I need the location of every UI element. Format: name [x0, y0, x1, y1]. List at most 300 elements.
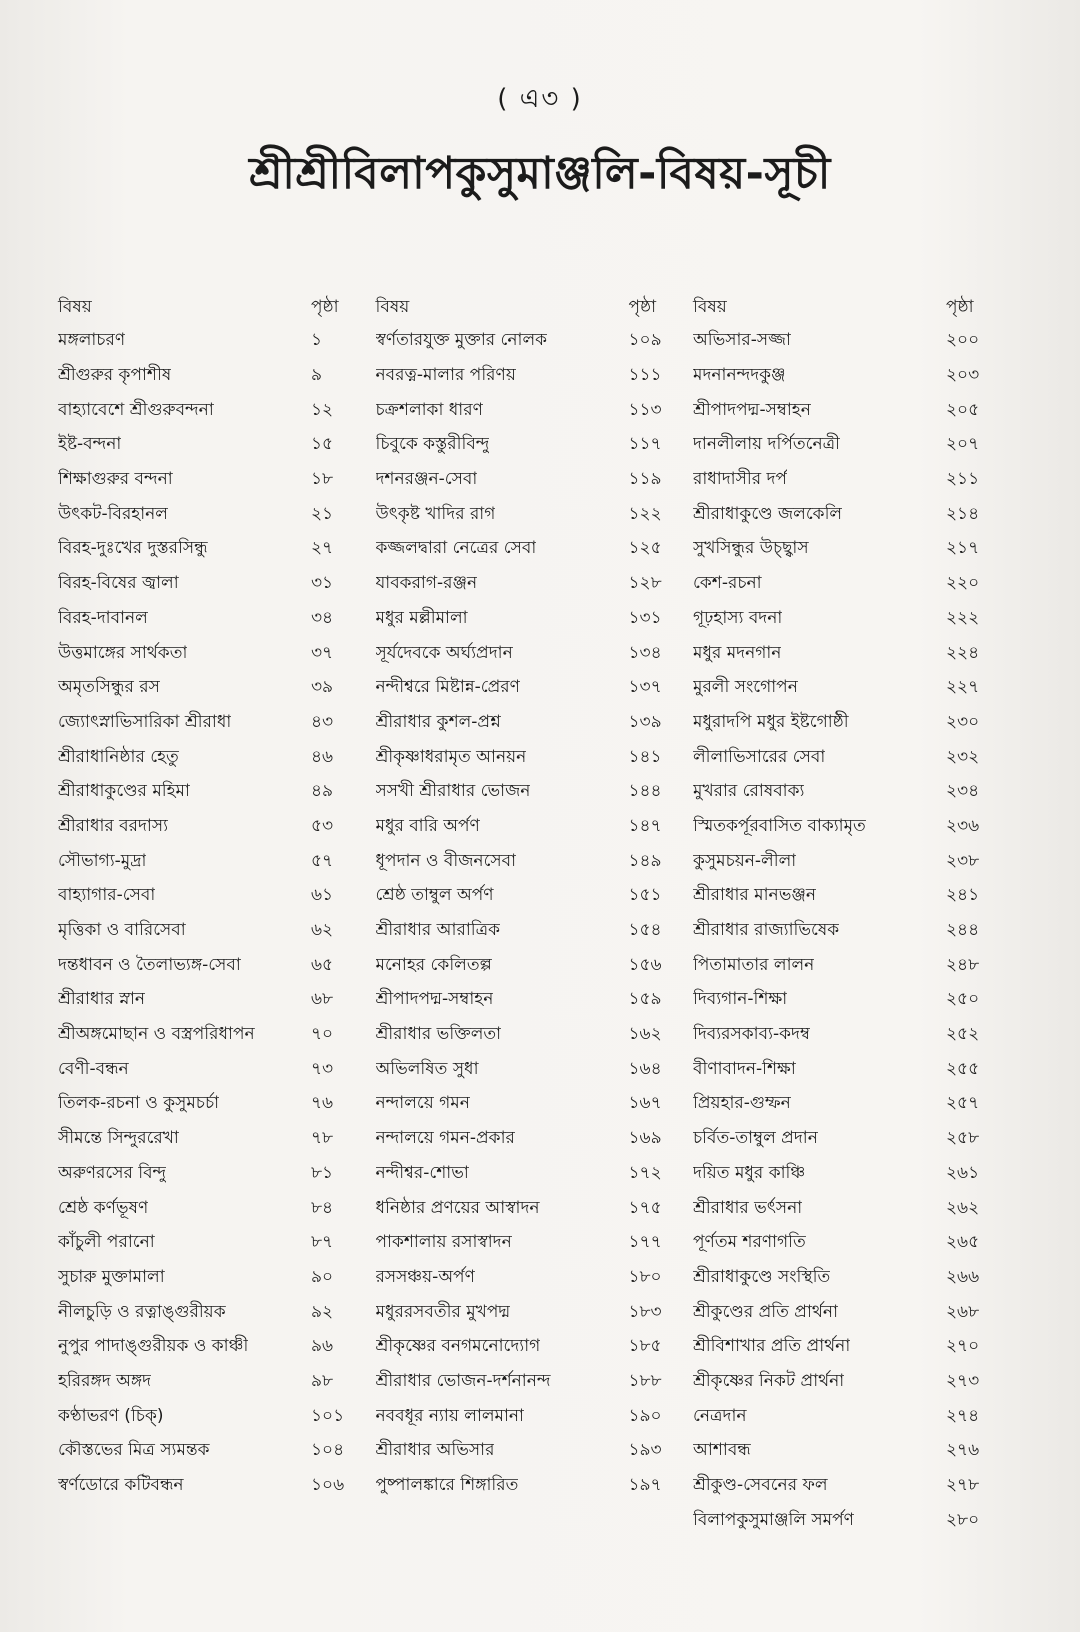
toc-entry [376, 1018, 681, 1053]
toc-entry-title: অভিসার-সজ্জা [693, 330, 791, 351]
toc-entry-title: রসসঞ্চয়-অর্পণ [375, 1266, 475, 1287]
toc-entry [58, 393, 363, 428]
toc-entry-page: ২৫৫ [946, 1058, 980, 1079]
toc-entry-title: কজ্জলদ্বারা নেত্রের সেবা [375, 538, 537, 559]
toc-entry [693, 1052, 998, 1087]
toc-entry-title: দিব্যরসকাব্য-কদম্ব [693, 1024, 810, 1045]
toc-entry [693, 844, 998, 879]
toc-entry-page: ১৬২ [628, 1024, 662, 1045]
toc-entry-title: দশনরঞ্জন-সেবা [375, 469, 478, 490]
toc-entry-page: ১৯৩ [628, 1440, 662, 1461]
toc-entry [693, 775, 998, 810]
toc-entry-page: ১৮৫ [628, 1336, 662, 1357]
toc-entry-title: শ্রীরাধাকুণ্ডের মহিমা [58, 781, 190, 802]
toc-entry-title: মধুররসবতীর মুখপদ্ম [375, 1301, 511, 1322]
toc-entry-title: শ্রীগুরুর কৃপাশীষ [58, 365, 172, 386]
toc-entry-title: গূঢ়হাস্য বদনা [693, 607, 783, 628]
toc-entry-title: উত্তমাঙ্গের সার্থকতা [58, 642, 188, 663]
toc-entry-title: নবরত্ন-মালার পরিণয় [375, 365, 516, 386]
toc-entry [693, 1226, 998, 1261]
toc-entry [376, 775, 681, 810]
toc-entry [58, 1052, 363, 1087]
toc-entry-page: ১০৪ [311, 1440, 345, 1461]
toc-entry [693, 602, 998, 637]
toc-entry-title: শ্রীরাধার ভক্তিলতা [375, 1024, 502, 1045]
toc-entry [376, 1399, 681, 1434]
toc-entry-page: ১৬৭ [628, 1093, 662, 1114]
toc-entry-title: মুরলী সংগোপন [693, 677, 798, 698]
toc-entry-title: বীণাবাদন-শিক্ষা [693, 1058, 796, 1079]
toc-entry-page: ৯৮ [311, 1370, 334, 1391]
toc-entry-page: ১৫৪ [628, 920, 662, 941]
toc-entry-page: ২৮০ [946, 1509, 980, 1530]
toc-entry-page: ৬২ [311, 920, 334, 941]
toc-entry [58, 324, 363, 359]
toc-entry-page: ২৭৪ [946, 1405, 980, 1426]
toc-entry-page: ১৪৯ [628, 850, 662, 871]
toc-entry [376, 636, 681, 671]
toc-entry-title: সসখী শ্রীরাধার ভোজন [375, 781, 531, 802]
toc-entry-title: হরিরঙ্গদ অঙ্গদ [58, 1370, 152, 1391]
toc-entry-page: ১১১ [628, 365, 662, 386]
toc-entry-title: রাধাদাসীর দর্প [693, 469, 787, 490]
toc-entry-title: দানলীলায় দর্পিতনেত্রী [693, 434, 840, 455]
toc-entry [58, 914, 363, 949]
toc-entry [693, 532, 998, 567]
toc-entry [376, 810, 681, 845]
toc-entry-title: শ্রীরাধার বরদাস্য [58, 815, 169, 836]
toc-entry-page: ১০৯ [628, 330, 662, 351]
toc-entry [376, 1087, 681, 1122]
toc-entry-page: ৩৯ [311, 677, 334, 698]
toc-entry-page: ৫৩ [311, 815, 334, 836]
toc-entry [376, 671, 681, 706]
toc-entry-title: উৎকট-বিরহানল [58, 503, 168, 524]
toc-entry [58, 1157, 363, 1192]
toc-entry [58, 810, 363, 845]
toc-entry-title: শ্রীকুণ্ডের প্রতি প্রার্থনা [693, 1301, 838, 1322]
toc-entry-page: ২২০ [946, 573, 980, 594]
page-title: শ্রীশ্রীবিলাপকুসুমাঞ্জলি-বিষয়-সূচী [249, 148, 831, 199]
toc-entry-title: মধুরাদপি মধুর ইষ্টগোষ্ঠী [693, 711, 849, 732]
toc-entry [376, 1122, 681, 1157]
toc-entry-title: নন্দীশ্বর-শোভা [375, 1162, 469, 1183]
toc-entry [58, 671, 363, 706]
toc-entry [376, 1191, 681, 1226]
toc-entry-title: তিলক-রচনা ও কুসুমচর্চা [58, 1093, 220, 1114]
toc-entry [376, 1226, 681, 1261]
toc-entry [376, 1261, 681, 1296]
toc-entry-title: মনোহর কেলিতল্প [375, 954, 492, 975]
toc-entry [376, 1157, 681, 1192]
toc-entry [58, 359, 363, 394]
toc-entry-page: ২৪৮ [946, 954, 980, 975]
toc-entry [58, 602, 363, 637]
toc-entry-title: কৌস্তভের মিত্র স্যমন্তক [58, 1440, 210, 1461]
toc-entry-title: শ্রীরাধার কুশল-প্রশ্ন [375, 711, 501, 732]
toc-entry-title: অভিলষিত সুধা [375, 1058, 479, 1079]
toc-entry-title: জ্যোৎস্নাভিসারিকা শ্রীরাধা [58, 711, 232, 732]
toc-entry-page: ১৮০ [628, 1266, 662, 1287]
toc-entry [693, 1191, 998, 1226]
toc-entry-title: শ্রীকৃষ্ণের বনগমনোদ্যোগ [375, 1336, 541, 1357]
toc-entry [376, 1330, 681, 1365]
toc-entry-page: ১২২ [628, 503, 662, 524]
toc-entry [693, 706, 998, 741]
toc-entry-page: ২৭ [311, 538, 334, 559]
toc-entry-page: ১৪৭ [628, 815, 662, 836]
toc-entry [376, 324, 681, 359]
toc-entry-title: বেণী-বন্ধন [58, 1058, 129, 1079]
page-header: পৃষ্ঠা [628, 297, 657, 317]
toc-entry-title: বিলাপকুসুমাঞ্জলি সমর্পণ [693, 1509, 854, 1530]
toc-entry-page: ৯৬ [311, 1336, 334, 1357]
toc-entry [693, 1434, 998, 1469]
toc-entry-title: চিবুকে কস্তুরীবিন্দু [375, 434, 490, 455]
toc-entry-title: উৎকৃষ্ট খাদির রাগ [375, 503, 496, 524]
toc-entry [58, 1399, 363, 1434]
toc-entry-page: ১৭২ [628, 1162, 662, 1183]
toc-entry-page: ১১৩ [628, 399, 662, 420]
toc-entry-title: শ্রীরাধার অভিসার [375, 1440, 495, 1461]
toc-entry-title: পুষ্পালঙ্কারে শিঙ্গারিত [375, 1475, 519, 1496]
toc-entry [693, 983, 998, 1018]
toc-entry-title: শ্রীরাধার স্নান [58, 989, 146, 1010]
toc-entry-page: ২৬৫ [946, 1232, 980, 1253]
toc-entry [693, 497, 998, 532]
toc-entry [376, 497, 681, 532]
toc-entry-page: ২৩৪ [946, 781, 980, 802]
toc-entry [693, 1018, 998, 1053]
toc-entry-page: ২৩৮ [946, 850, 980, 871]
toc-entry [693, 1399, 998, 1434]
toc-entry-page: ১১৭ [628, 434, 662, 455]
toc-entry-title: শ্রীকৃষ্ণাধরামৃত আনয়ন [375, 746, 527, 767]
toc-entry [693, 1503, 998, 1538]
toc-entry-title: বিরহ-দাবানল [58, 607, 148, 628]
toc-entry-title: দিব্যগান-শিক্ষা [693, 989, 788, 1010]
toc-column-2 [376, 290, 681, 1538]
toc-entry [693, 463, 998, 498]
toc-entry-title: কাঁচুলী পরানো [58, 1232, 155, 1253]
toc-entry-title: প্রিয়হার-গুম্ফন [693, 1093, 791, 1114]
toc-entry-title: দন্তধাবন ও তৈলাভ্যঙ্গ-সেবা [58, 954, 241, 975]
toc-entry [58, 463, 363, 498]
toc-entry [58, 636, 363, 671]
toc-entry [58, 983, 363, 1018]
toc-entry-page: ১৪১ [628, 746, 662, 767]
toc-entry-page: ২৩২ [946, 746, 980, 767]
toc-entry [376, 706, 681, 741]
toc-entry-page: ৩৭ [311, 642, 334, 663]
toc-entry-page: ১৮ [311, 469, 334, 490]
toc-entry-page: ৫৭ [311, 850, 334, 871]
toc-entry-title: শ্রীকৃষ্ণের নিকট প্রার্থনা [693, 1370, 845, 1391]
toc-entry-page: ২২২ [946, 607, 980, 628]
toc-entry-title: শ্রীরাধাকুণ্ডে সংস্থিতি [693, 1266, 831, 1287]
toc-entry-title: চক্রশলাকা ধারণ [375, 399, 483, 420]
toc-entry [58, 706, 363, 741]
toc-entry-page: ২০৩ [946, 365, 980, 386]
toc-entry-title: শিক্ষাগুরুর বন্দনা [58, 469, 173, 490]
toc-entry [693, 1469, 998, 1504]
toc-entry-title: মধুর মল্লীমালা [375, 607, 468, 628]
toc-entry-page: ২২৪ [946, 642, 980, 663]
toc-entry-page: ২১৪ [946, 503, 980, 524]
toc-entry [58, 532, 363, 567]
toc-entry [376, 740, 681, 775]
toc-entry [58, 1226, 363, 1261]
toc-entry-title: পাকশালায় রসাস্বাদন [375, 1232, 512, 1253]
toc-entry-page: ২১১ [946, 469, 980, 490]
toc-entry-title: মুখরার রোষবাক্য [693, 781, 805, 802]
toc-entry-title: বাহ্যাগার-সেবা [58, 885, 156, 906]
toc-entry-title: নন্দালয়ে গমন [375, 1093, 470, 1114]
toc-entry [376, 532, 681, 567]
toc-entry [58, 1191, 363, 1226]
toc-entry-title: নেত্রদান [693, 1405, 747, 1426]
toc-entry-title: আশাবন্ধ [693, 1440, 751, 1461]
toc-entry-title: মৃত্তিকা ও বারিসেবা [58, 920, 186, 941]
toc-entry-page: ২৭৬ [946, 1440, 980, 1461]
toc-entry-title: স্মিতকর্পূরবাসিত বাক্যামৃত [693, 815, 866, 836]
toc-entry-page: ২০০ [946, 330, 980, 351]
toc-entry [376, 463, 681, 498]
toc-entry-title: দয়িত মধুর কাঞ্চি [693, 1162, 806, 1183]
toc-entry-page: ২৬৬ [946, 1266, 980, 1287]
toc-entry-title: মঙ্গলাচরণ [58, 330, 126, 351]
toc-entry-title: অরুণরসের বিন্দু [58, 1162, 167, 1183]
toc-entry-page: ৮১ [311, 1162, 334, 1183]
toc-entry-page: ২৫২ [946, 1024, 980, 1045]
toc-entry [58, 740, 363, 775]
toc-entry-page: ৭০ [311, 1024, 334, 1045]
toc-column-3 [693, 290, 998, 1538]
toc-entry-title: নববধূর ন্যায় লালমানা [375, 1405, 524, 1426]
toc-entry-title: ইষ্ট-বন্দনা [58, 434, 122, 455]
toc-entry [376, 844, 681, 879]
toc-entry-title: শ্রীবিশাখার প্রতি প্রার্থনা [693, 1336, 851, 1357]
toc-entry-page: ৪৬ [311, 746, 334, 767]
toc-entry-page: ১৯৭ [628, 1475, 662, 1496]
toc-entry-page: ১৩৯ [628, 711, 662, 732]
toc-entry [693, 1330, 998, 1365]
toc-entry [58, 567, 363, 602]
toc-entry-page: ১৮৮ [628, 1370, 662, 1391]
toc-entry-title: ধূপদান ও বীজনসেবা [375, 850, 517, 871]
toc-entry-page: ২৬৮ [946, 1301, 980, 1322]
toc-entry-page: ১৮৩ [628, 1301, 662, 1322]
toc-entry-page: ৯ [311, 365, 323, 386]
toc-entry [693, 671, 998, 706]
toc-entry-page: ১৩১ [628, 607, 662, 628]
toc-entry [58, 948, 363, 983]
toc-entry-title: শ্রেষ্ঠ তাম্বুল অর্পণ [375, 885, 494, 906]
toc-entry-title: মদনানন্দদকুঞ্জ [693, 365, 786, 386]
toc-entry [58, 1018, 363, 1053]
toc-entry-page: ১২ [311, 399, 334, 420]
toc-entry [693, 914, 998, 949]
toc-entry [693, 393, 998, 428]
toc-entry-page: ১৬৪ [628, 1058, 662, 1079]
toc-entry-title: স্বর্ণতারযুক্ত মুক্তার নোলক [375, 330, 548, 351]
toc-entry-page: ৯০ [311, 1266, 334, 1287]
toc-entry-title: শ্রীপাদপদ্ম-সম্বাহন [693, 399, 811, 420]
toc-entry-page: ১৫৯ [628, 989, 662, 1010]
toc-entry-title: লীলাভিসারের সেবা [693, 746, 826, 767]
toc-entry [376, 1469, 681, 1504]
toc-entry-page: ১৯০ [628, 1405, 662, 1426]
toc-entry-title: শ্রীপাদপদ্ম-সম্বাহন [375, 989, 494, 1010]
toc-entry-page: ২২৭ [946, 677, 980, 698]
toc-entry [693, 1122, 998, 1157]
toc-entry-page: ২১ [311, 503, 334, 524]
toc-entry-title: নুপুর পাদাঙ্গুরীয়ক ও কাঞ্চী [58, 1336, 249, 1357]
toc-entry-page: ২১৭ [946, 538, 980, 559]
toc-entry-page: ১০৬ [311, 1475, 345, 1496]
toc-entry [376, 428, 681, 463]
toc-entry-page: ৭৮ [311, 1128, 334, 1149]
toc-entry-title: স্বর্ণডোরে কটিবন্ধন [58, 1475, 184, 1496]
toc-entry-page: ২৫৮ [946, 1128, 980, 1149]
toc-entry-title: মধুর বারি অর্পণ [375, 815, 480, 836]
toc-entry-title: নীলচুড়ি ও রত্নাঙ্গুরীয়ক [58, 1301, 226, 1322]
toc-entry-page: ২৪৪ [946, 920, 980, 941]
toc-entry [58, 1434, 363, 1469]
toc-entry [376, 1295, 681, 1330]
toc-entry-title: পিতামাতার লালন [693, 954, 815, 975]
toc-entry [376, 879, 681, 914]
toc-entry [58, 1365, 363, 1400]
toc-entry [58, 497, 363, 532]
toc-entry [693, 636, 998, 671]
toc-entry-page: ২০৭ [946, 434, 980, 455]
toc-entry-page: ১৫১ [628, 885, 662, 906]
toc-entry-title: সূর্যদেবকে অর্ঘ্যপ্রদান [375, 642, 513, 663]
subject-header: বিষয় [375, 297, 410, 317]
toc-entry [376, 393, 681, 428]
toc-entry [58, 775, 363, 810]
page-header: পৃষ্ঠা [311, 297, 339, 317]
page-header: পৃষ্ঠা [946, 297, 974, 317]
toc-entry [693, 1157, 998, 1192]
toc-entry [376, 1434, 681, 1469]
toc-entry-title: শ্রীরাধার আরাত্রিক [375, 920, 501, 941]
toc-entry-page: ২৩৬ [946, 815, 980, 836]
toc-entry-title: সীমন্তে সিন্দুররেখা [58, 1128, 179, 1149]
toc-entry-page: ২৬১ [946, 1162, 980, 1183]
toc-entry [58, 844, 363, 879]
toc-entry-page: ৩১ [311, 573, 334, 594]
toc-entry-title: কেশ-রচনা [693, 573, 762, 594]
toc-entry [693, 1261, 998, 1296]
toc-entry [376, 1365, 681, 1400]
toc-entry-title: মধুর মদনগান [693, 642, 782, 663]
table-of-contents [58, 290, 998, 1538]
toc-entry-page: ৭৬ [311, 1093, 334, 1114]
toc-entry-title: নন্দালয়ে গমন-প্রকার [375, 1128, 515, 1149]
toc-entry [693, 428, 998, 463]
toc-entry-title: যাবকরাগ-রঞ্জন [375, 573, 478, 594]
toc-entry-title: শ্রেষ্ঠ কর্ণভূষণ [58, 1197, 149, 1218]
toc-entry-page: ১৫৬ [628, 954, 662, 975]
toc-entry-page: ১১৯ [628, 469, 662, 490]
toc-entry-page: ১০১ [311, 1405, 345, 1426]
toc-entry-title: শ্রীরাধার রাজ্যাভিষেক [693, 920, 840, 941]
toc-entry [693, 948, 998, 983]
toc-entry-title: সুচারু মুক্তামালা [58, 1266, 165, 1287]
toc-entry [376, 983, 681, 1018]
toc-entry-page: ২৬২ [946, 1197, 980, 1218]
subject-header: বিষয় [58, 297, 92, 317]
toc-column-header [58, 290, 363, 324]
toc-entry [58, 1295, 363, 1330]
toc-entry [58, 1330, 363, 1365]
toc-entry-page: ১ [311, 330, 323, 351]
toc-entry [693, 567, 998, 602]
toc-entry-title: শ্রীরাধার ভোজন-দর্শনানন্দ [375, 1370, 551, 1391]
toc-entry-title: অমৃতসিন্ধুর রস [58, 677, 160, 698]
toc-entry-page: ৪৯ [311, 781, 334, 802]
toc-entry-title: কুসুমচয়ন-লীলা [693, 850, 797, 871]
toc-column-1 [58, 290, 363, 1538]
toc-entry-page: ১২৫ [628, 538, 662, 559]
toc-entry-title: শ্রীঅঙ্গমোছান ও বস্ত্রপরিধাপন [58, 1024, 255, 1045]
toc-column-header [693, 290, 998, 324]
toc-entry [58, 1122, 363, 1157]
toc-entry-page: ২৭৩ [946, 1370, 980, 1391]
toc-entry-title: শ্রীরাধানিষ্ঠার হেতু [58, 746, 179, 767]
toc-entry [376, 914, 681, 949]
toc-entry [693, 740, 998, 775]
toc-entry-page: ৯২ [311, 1301, 334, 1322]
toc-entry-page: ১৬৯ [628, 1128, 662, 1149]
toc-entry [58, 1261, 363, 1296]
toc-entry [376, 948, 681, 983]
toc-entry [58, 1087, 363, 1122]
toc-entry-title: বিরহ-বিষের জ্বালা [58, 573, 179, 594]
toc-entry-title: কণ্ঠাভরণ (চিক্) [58, 1405, 164, 1426]
toc-entry-page: ২০৫ [946, 399, 980, 420]
toc-entry-title: শ্রীকুণ্ড-সেবনের ফল [693, 1475, 828, 1496]
toc-entry-title: পূর্ণতম শরণাগতি [693, 1232, 806, 1253]
page-number: ( এ৩ ) [497, 84, 583, 114]
toc-entry-page: ২৫০ [946, 989, 980, 1010]
toc-entry-page: ২৪১ [946, 885, 980, 906]
toc-entry-page: ১৪৪ [628, 781, 662, 802]
toc-entry-title: শ্রীরাধার ভর্ৎসনা [693, 1197, 803, 1218]
toc-entry-page: ৬৫ [311, 954, 334, 975]
toc-entry-title: নন্দীশ্বরে মিষ্টান্ন-প্রেরণ [375, 677, 520, 698]
toc-entry-page: ১৩৪ [628, 642, 662, 663]
toc-entry [693, 324, 998, 359]
toc-entry-title: সুখসিন্ধুর উচ্ছ্বাস [693, 538, 809, 559]
toc-entry-page: ৮৪ [311, 1197, 334, 1218]
toc-entry [58, 428, 363, 463]
toc-entry [58, 1469, 363, 1504]
toc-entry-title: বিরহ-দুঃখের দুস্তরসিন্ধু [58, 538, 208, 559]
toc-entry [376, 359, 681, 394]
toc-entry [376, 602, 681, 637]
toc-entry [58, 879, 363, 914]
toc-entry-title: ধনিষ্ঠার প্রণয়ের আস্বাদন [375, 1197, 540, 1218]
toc-entry-title: শ্রীরাধার মানভঞ্জন [693, 885, 817, 906]
toc-entry-page: ১৫ [311, 434, 334, 455]
toc-entry-page: ৬৮ [311, 989, 334, 1010]
toc-entry-page: ১৭৭ [628, 1232, 662, 1253]
toc-entry-page: ১৩৭ [628, 677, 662, 698]
toc-entry-page: ২৭৮ [946, 1475, 980, 1496]
